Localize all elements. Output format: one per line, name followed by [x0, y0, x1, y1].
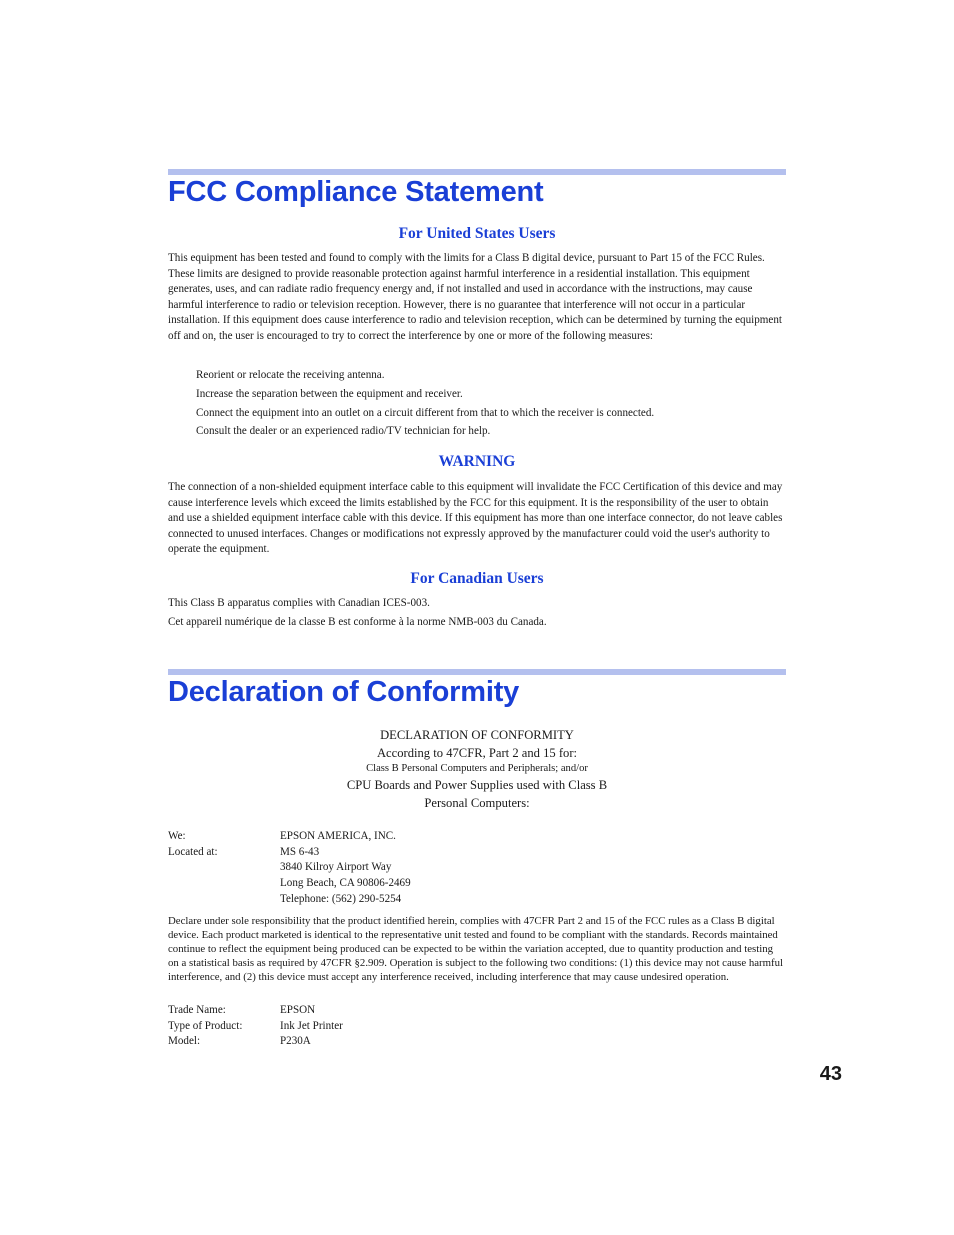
info-row — [168, 892, 786, 908]
located-label: Located at: — [168, 845, 218, 858]
product-info — [168, 1003, 786, 1050]
us-users-heading: For United States Users — [398, 225, 556, 242]
list-item: Connect the equipment into an outlet on a circuit different from that to which the receiver is connected. — [196, 406, 655, 419]
doc-header-line: Class B Personal Computers and Peripherals; and/or — [366, 763, 588, 774]
doc-header-line: Personal Computers: — [424, 796, 530, 810]
company-info — [168, 829, 786, 908]
info-row — [168, 1003, 786, 1019]
doc-header-line: According to 47CFR, Part 2 and 15 for: — [376, 746, 578, 760]
telephone-line: Telephone: (562) 290-5254 — [280, 892, 402, 905]
doc-title: Declaration of Conformity — [168, 676, 520, 708]
info-row — [168, 845, 786, 861]
info-row — [168, 860, 786, 876]
warning-heading: WARNING — [438, 453, 516, 470]
company-name: EPSON AMERICA, INC. — [280, 830, 396, 842]
fcc-title: FCC Compliance Statement — [168, 176, 544, 208]
section-rule-doc — [168, 669, 786, 675]
page-number: 43 — [819, 1063, 842, 1085]
section-rule-fcc — [168, 169, 786, 175]
trade-name-value: EPSON — [280, 1004, 316, 1016]
product-type-value: Ink Jet Printer — [280, 1019, 343, 1032]
declaration-paragraph: Declare under sole responsibility that the product identified herein, complies with 47CFR Part 2 and 15 of the FCC rules as a Class B digital device. Each product marketed is identical to the representative unit tested and found to be compliant with the standards. Records maintained continue to reflect the equipment being produced can be expected to be within the variation accepted, due to quantity production and testing on a statistical basis as required by 47CFR §2.909. Operation is subject to the following two conditions: (1) this device may not cause harmful interference, and (2) this device must accept any interference received, including interference that may cause undesired operation. — [168, 915, 784, 983]
model-value: P230A — [280, 1035, 311, 1048]
info-row — [168, 829, 786, 845]
list-item: Increase the separation between the equipment and receiver. — [196, 387, 463, 400]
measures-list — [196, 368, 654, 443]
warning-paragraph: The connection of a non-shielded equipment interface cable to this equipment will invalidate the FCC Certification of this device and may cause interference levels which exceed the limits established by the FCC for this equipment. It is the responsibility of the user to obtain and use a shielded equipment interface cable with this device. If this equipment has more than one interface connector, do not leave cables connected to unused interfaces. Changes or modifications not expressly approved by the manufacturer could void the user's authority to operate the equipment. — [168, 481, 783, 555]
us-users-paragraph: This equipment has been tested and found to comply with the limits for a Class B digital device, pursuant to Part 15 of the FCC Rules. These limits are designed to provide reasonable protection against harmful interference in a residential installation. This equipment generates, uses, and can radiate radio frequency energy and, if not installed and used in accordance with the instructions, may cause harmful interference to radio or television reception. However, there is no guarantee that interference will not occur in a particular installation. If this equipment does cause interference to radio and television reception, which can be determined by turning the equipment off and on, the user is encouraged to try to correct the interference by one or more of the following measures: — [168, 252, 782, 342]
canada-users-heading: For Canadian Users — [410, 570, 544, 587]
product-type-label: Type of Product: — [168, 1019, 243, 1032]
we-label: We: — [168, 830, 186, 842]
doc-header-line: DECLARATION OF CONFORMITY — [380, 728, 574, 742]
doc-header-block — [168, 726, 786, 812]
list-item: Consult the dealer or an experienced radio/TV technician for help. — [196, 425, 491, 438]
address-line: 3840 Kilroy Airport Way — [280, 861, 392, 874]
info-row — [168, 876, 786, 892]
model-label: Model: — [168, 1035, 201, 1048]
list-item: Reorient or relocate the receiving antenna. — [196, 369, 385, 381]
canada-english-text: This Class B apparatus complies with Canadian ICES-003. — [168, 597, 430, 609]
info-row — [168, 1034, 786, 1050]
trade-name-label: Trade Name: — [168, 1004, 226, 1016]
doc-header-line: CPU Boards and Power Supplies used with Class B — [346, 778, 608, 792]
address-line: MS 6-43 — [280, 845, 320, 858]
info-row — [168, 1019, 786, 1035]
address-line: Long Beach, CA 90806-2469 — [280, 877, 411, 890]
canada-french-text: Cet appareil numérique de la classe B est conforme à la norme NMB-003 du Canada. — [168, 616, 547, 628]
